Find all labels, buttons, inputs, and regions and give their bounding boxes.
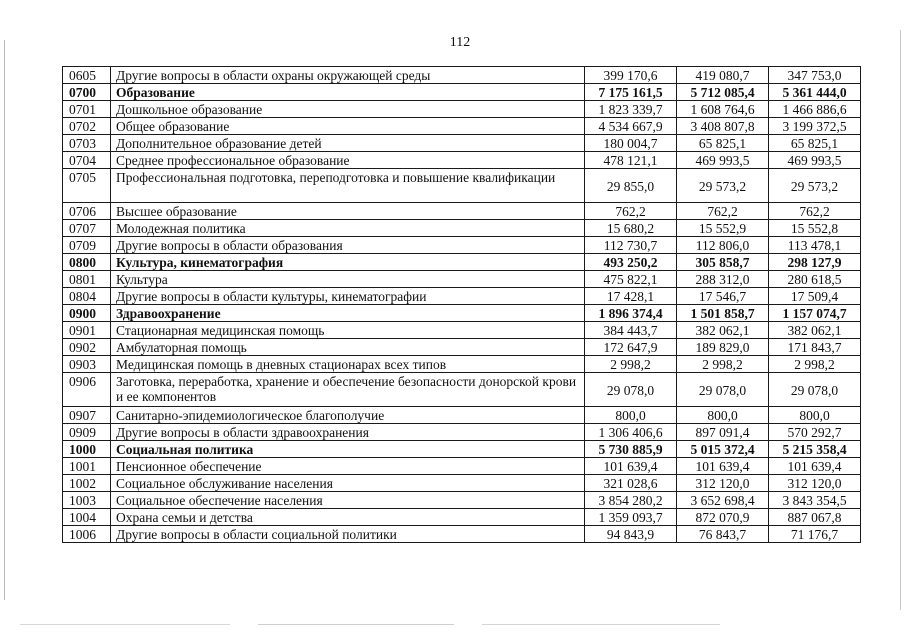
- row-name: Культура: [111, 271, 585, 288]
- row-value-3: 5 215 358,4: [769, 441, 861, 458]
- row-value-1: 475 822,1: [585, 271, 677, 288]
- table-row: [63, 237, 861, 254]
- table-row: [63, 101, 861, 118]
- row-code: 0704: [63, 152, 111, 169]
- row-name: Высшее образование: [111, 203, 585, 220]
- row-code: 1006: [63, 526, 111, 543]
- row-code: 0707: [63, 220, 111, 237]
- page-number: 112: [449, 35, 471, 50]
- row-code: 0901: [63, 322, 111, 339]
- row-value-1: 5 730 885,9: [585, 441, 677, 458]
- row-value-3: 29 573,2: [769, 169, 861, 203]
- table-row: [63, 441, 861, 458]
- row-name: Культура, кинематография: [111, 254, 585, 271]
- budget-table: [62, 66, 861, 543]
- row-value-2: 101 639,4: [677, 458, 769, 475]
- row-name: Амбулаторная помощь: [111, 339, 585, 356]
- row-value-3: 113 478,1: [769, 237, 861, 254]
- row-name: Заготовка, переработка, хранение и обеспечение безопасности донорской крови и ее компонентов: [111, 373, 585, 407]
- row-value-1: 94 843,9: [585, 526, 677, 543]
- row-value-2: 1 608 764,6: [677, 101, 769, 118]
- row-name: Социальное обслуживание населения: [111, 475, 585, 492]
- row-value-2: 15 552,9: [677, 220, 769, 237]
- table-row: [63, 458, 861, 475]
- row-name: Среднее профессиональное образование: [111, 152, 585, 169]
- row-value-3: 71 176,7: [769, 526, 861, 543]
- row-name: Здравоохранение: [111, 305, 585, 322]
- table-row: [63, 271, 861, 288]
- row-name: Другие вопросы в области образования: [111, 237, 585, 254]
- row-value-3: 570 292,7: [769, 424, 861, 441]
- table-row: [63, 407, 861, 424]
- row-value-1: 15 680,2: [585, 220, 677, 237]
- row-value-2: 65 825,1: [677, 135, 769, 152]
- row-value-2: 800,0: [677, 407, 769, 424]
- table-row: [63, 492, 861, 509]
- table-row: [63, 220, 861, 237]
- row-value-3: 171 843,7: [769, 339, 861, 356]
- table-row: [63, 203, 861, 220]
- row-value-3: 101 639,4: [769, 458, 861, 475]
- row-code: 0903: [63, 356, 111, 373]
- row-value-1: 321 028,6: [585, 475, 677, 492]
- row-value-1: 1 306 406,6: [585, 424, 677, 441]
- scan-edge-bottom: [20, 624, 720, 625]
- table-row: [63, 322, 861, 339]
- row-value-2: 762,2: [677, 203, 769, 220]
- table-row: [63, 424, 861, 441]
- row-value-1: 29 078,0: [585, 373, 677, 407]
- row-code: 0705: [63, 169, 111, 203]
- row-code: 1002: [63, 475, 111, 492]
- row-name: Профессиональная подготовка, переподготовка и повышение квалификации: [111, 169, 585, 203]
- row-value-2: 872 070,9: [677, 509, 769, 526]
- table-row: [63, 526, 861, 543]
- row-name: Молодежная политика: [111, 220, 585, 237]
- row-name: Медицинская помощь в дневных стационарах всех типов: [111, 356, 585, 373]
- row-value-2: 3 652 698,4: [677, 492, 769, 509]
- row-name: Социальная политика: [111, 441, 585, 458]
- row-value-1: 1 823 339,7: [585, 101, 677, 118]
- table-row: [63, 169, 861, 203]
- row-code: 1003: [63, 492, 111, 509]
- row-value-2: 1 501 858,7: [677, 305, 769, 322]
- row-value-1: 172 647,9: [585, 339, 677, 356]
- row-value-3: 298 127,9: [769, 254, 861, 271]
- row-value-3: 1 157 074,7: [769, 305, 861, 322]
- row-name: Социальное обеспечение населения: [111, 492, 585, 509]
- row-value-3: 762,2: [769, 203, 861, 220]
- table-row: [63, 254, 861, 271]
- row-code: 0801: [63, 271, 111, 288]
- row-value-3: 800,0: [769, 407, 861, 424]
- table-row: [63, 67, 861, 84]
- scan-edge-right: [900, 30, 901, 610]
- row-value-3: 17 509,4: [769, 288, 861, 305]
- row-value-3: 382 062,1: [769, 322, 861, 339]
- scan-edge-left: [4, 40, 5, 600]
- row-value-1: 399 170,6: [585, 67, 677, 84]
- row-value-1: 3 854 280,2: [585, 492, 677, 509]
- row-value-2: 305 858,7: [677, 254, 769, 271]
- table-row: [63, 305, 861, 322]
- row-value-3: 3 199 372,5: [769, 118, 861, 135]
- table-row: [63, 135, 861, 152]
- table-row: [63, 509, 861, 526]
- row-value-1: 7 175 161,5: [585, 84, 677, 101]
- row-value-2: 17 546,7: [677, 288, 769, 305]
- row-code: 0906: [63, 373, 111, 407]
- row-value-3: 887 067,8: [769, 509, 861, 526]
- budget-table-body: [63, 67, 861, 543]
- row-value-3: 347 753,0: [769, 67, 861, 84]
- row-value-3: 312 120,0: [769, 475, 861, 492]
- row-code: 0702: [63, 118, 111, 135]
- row-value-3: 5 361 444,0: [769, 84, 861, 101]
- row-code: 0701: [63, 101, 111, 118]
- row-code: 1001: [63, 458, 111, 475]
- table-row: [63, 288, 861, 305]
- row-code: 0800: [63, 254, 111, 271]
- row-value-2: 5 712 085,4: [677, 84, 769, 101]
- row-value-1: 112 730,7: [585, 237, 677, 254]
- row-code: 0804: [63, 288, 111, 305]
- row-value-1: 762,2: [585, 203, 677, 220]
- row-value-1: 17 428,1: [585, 288, 677, 305]
- row-value-1: 493 250,2: [585, 254, 677, 271]
- table-row: [63, 373, 861, 407]
- row-value-3: 65 825,1: [769, 135, 861, 152]
- row-value-1: 180 004,7: [585, 135, 677, 152]
- row-name: Стационарная медицинская помощь: [111, 322, 585, 339]
- row-value-2: 382 062,1: [677, 322, 769, 339]
- row-code: 0900: [63, 305, 111, 322]
- row-value-2: 76 843,7: [677, 526, 769, 543]
- row-name: Другие вопросы в области охраны окружающей среды: [111, 67, 585, 84]
- row-code: 0605: [63, 67, 111, 84]
- row-value-2: 29 078,0: [677, 373, 769, 407]
- row-value-2: 112 806,0: [677, 237, 769, 254]
- table-row: [63, 118, 861, 135]
- row-value-1: 384 443,7: [585, 322, 677, 339]
- row-name: Дополнительное образование детей: [111, 135, 585, 152]
- row-name: Другие вопросы в области здравоохранения: [111, 424, 585, 441]
- row-value-3: 469 993,5: [769, 152, 861, 169]
- row-value-3: 280 618,5: [769, 271, 861, 288]
- row-value-1: 1 359 093,7: [585, 509, 677, 526]
- row-value-3: 1 466 886,6: [769, 101, 861, 118]
- table-row: [63, 84, 861, 101]
- row-value-2: 312 120,0: [677, 475, 769, 492]
- table-row: [63, 152, 861, 169]
- table-row: [63, 475, 861, 492]
- row-name: Другие вопросы в области социальной политики: [111, 526, 585, 543]
- row-value-3: 3 843 354,5: [769, 492, 861, 509]
- row-value-1: 1 896 374,4: [585, 305, 677, 322]
- row-value-2: 3 408 807,8: [677, 118, 769, 135]
- table-row: [63, 339, 861, 356]
- row-value-1: 478 121,1: [585, 152, 677, 169]
- row-code: 0709: [63, 237, 111, 254]
- row-value-1: 101 639,4: [585, 458, 677, 475]
- row-value-2: 288 312,0: [677, 271, 769, 288]
- row-value-3: 2 998,2: [769, 356, 861, 373]
- row-value-2: 469 993,5: [677, 152, 769, 169]
- row-value-1: 800,0: [585, 407, 677, 424]
- row-value-2: 5 015 372,4: [677, 441, 769, 458]
- row-name: Образование: [111, 84, 585, 101]
- row-value-2: 189 829,0: [677, 339, 769, 356]
- row-code: 0700: [63, 84, 111, 101]
- row-value-2: 29 573,2: [677, 169, 769, 203]
- row-code: 0907: [63, 407, 111, 424]
- row-value-1: 29 855,0: [585, 169, 677, 203]
- row-code: 1004: [63, 509, 111, 526]
- row-code: 0706: [63, 203, 111, 220]
- table-row: [63, 356, 861, 373]
- row-name: Санитарно-эпидемиологическое благополучие: [111, 407, 585, 424]
- row-value-2: 419 080,7: [677, 67, 769, 84]
- row-code: 0909: [63, 424, 111, 441]
- row-value-3: 29 078,0: [769, 373, 861, 407]
- row-name: Дошкольное образование: [111, 101, 585, 118]
- row-name: Пенсионное обеспечение: [111, 458, 585, 475]
- row-code: 0902: [63, 339, 111, 356]
- row-code: 1000: [63, 441, 111, 458]
- row-value-2: 897 091,4: [677, 424, 769, 441]
- row-name: Другие вопросы в области культуры, кинематографии: [111, 288, 585, 305]
- row-value-2: 2 998,2: [677, 356, 769, 373]
- row-code: 0703: [63, 135, 111, 152]
- row-name: Общее образование: [111, 118, 585, 135]
- row-value-3: 15 552,8: [769, 220, 861, 237]
- row-name: Охрана семьи и детства: [111, 509, 585, 526]
- row-value-1: 2 998,2: [585, 356, 677, 373]
- row-value-1: 4 534 667,9: [585, 118, 677, 135]
